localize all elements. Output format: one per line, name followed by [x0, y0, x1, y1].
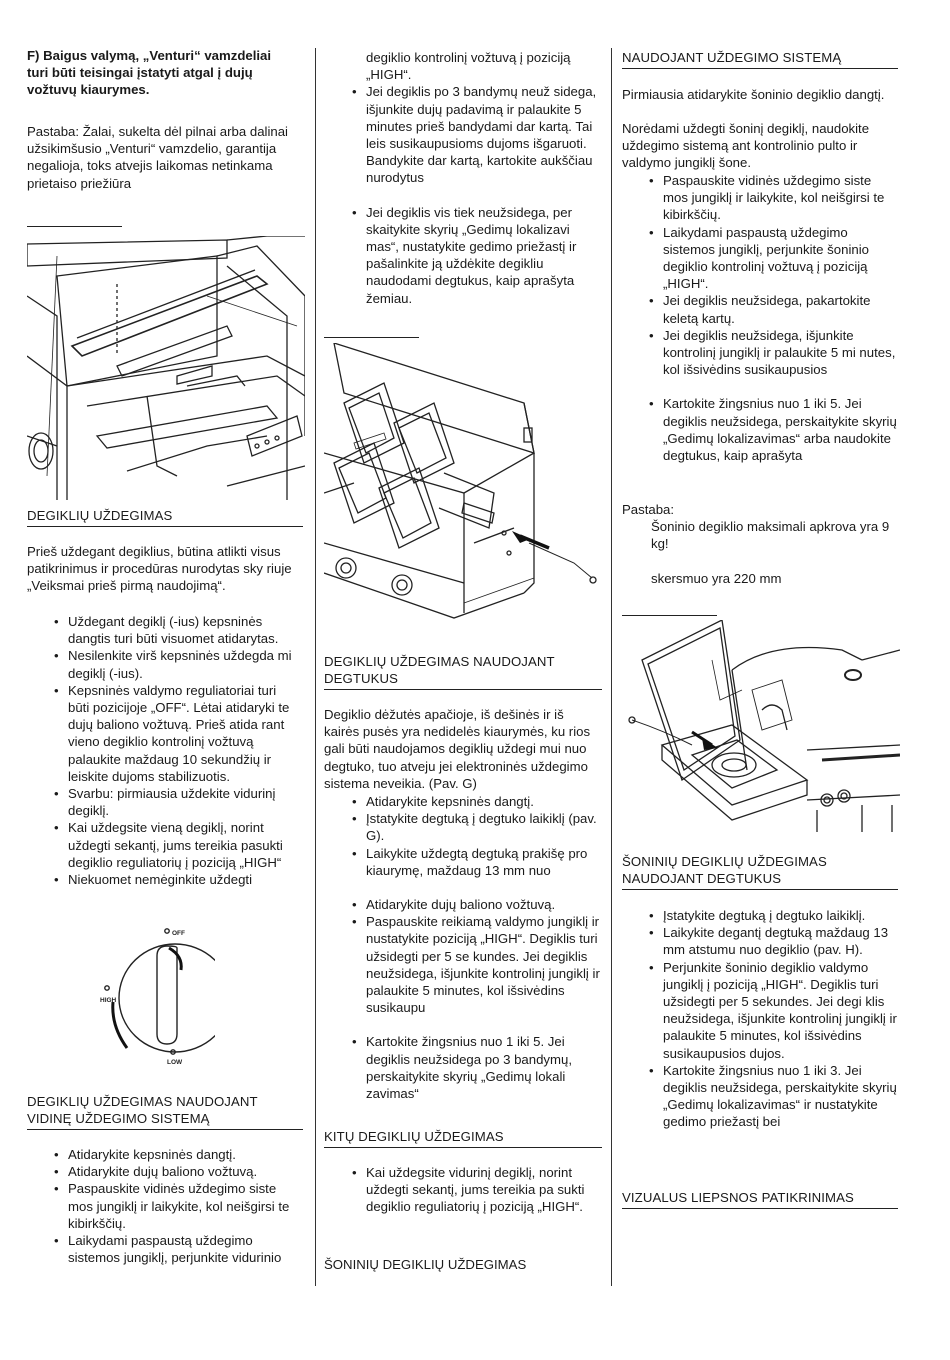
- list-item: • Kartokite žingsnius nuo 1 iki 5. Jei degiklis neužsidega, perskaitykite skyrių „Gedimų lokalizavimas“ arba naudokite degtukus, kaip aprašyta: [649, 395, 899, 464]
- list-item: • Kepsninės valdymo reguliatoriai turi būti pozicijoje „OFF“. Lėtai atidaryki te dujų baliono vožtuvą. Prieš atida rant vieno degiklio kontrolinį vožtuvą palaukite maždaug 10 sekundžių ir leiskite dujoms stabilizuotis.: [54, 682, 300, 785]
- note-label: Pastaba:: [622, 502, 675, 517]
- list-item: • Kai uždegsite vidurinį degiklį, norint uždegti sekantį, jums tereikia pa sukti degiklio reguliatorių į poziciją „HIGH“.: [352, 1164, 602, 1216]
- side-burner-ignition-bullets: [649, 172, 899, 464]
- list-item: • Kartokite žingsnius nuo 1 iki 5. Jei degiklis neužsidega po 3 bandymų, perskaitykite skyrių „Gedimų lokali zavimas“: [352, 1033, 602, 1102]
- control-knob-illustration: [95, 926, 215, 1076]
- column-divider-left: [315, 48, 316, 1286]
- list-item: • Laikydami paspaustą uždegimo sistemos jungiklį, perjunkite šoninio degiklio kontrolinį vožtuvą į poziciją „HIGH“.: [649, 224, 899, 293]
- list-item: • Paspauskite reikiamą valdymo jungiklį ir nustatykite poziciją „HIGH“. Degiklis turi užsidegti per 5 se kundes. Jei degiklis neužsidega, išjunkite kontrolinį jungiklį ir palaukite 5 minutes, kol išsivėdins susikaupu: [352, 913, 602, 1016]
- burner-box-illustration: [324, 343, 602, 623]
- list-item: • Jei degiklis neužsidega, išjunkite kontrolinį jungiklį ir palaukite 5 mi nutes, kol išsivėdins susikaupusios: [649, 327, 899, 379]
- list-item: • Atidarykite dujų baliono vožtuvą.: [352, 896, 602, 913]
- list-item: • Laikykite uždegtą degtuką prakišę pro kiaurymę, maždaug 13 mm nuo: [352, 845, 602, 879]
- side-burner-intro: Pirmiausia atidarykite šoninio degiklio dangtį.: [622, 87, 885, 102]
- section-heading-side-burner-matches: ŠONINIŲ DEGIKLIŲ UŽDEGIMAS NAUDOJANT DEGTUKUS: [622, 853, 898, 890]
- list-item: • Svarbu: pirmiausia uždekite vidurinį degiklį.: [54, 785, 300, 819]
- list-item: • Jei degiklis neužsidega, pakartokite keletą kartų.: [649, 292, 899, 326]
- side-burner-instruction: Norėdami uždegti šoninį degiklį, naudokite uždegimo sistemą ant kontrolinio pulto ir valdymo jungiklį šone.: [622, 121, 870, 171]
- note-max-load: Šoninio degiklio maksimali apkrova yra 9 kg!: [651, 519, 890, 552]
- figure-caption-line: [622, 615, 717, 616]
- ignition-intro: Prieš uždegant degiklius, būtina atlikti visus patikrinimus ir procedūras nurodytas sky riuje „Veiksmai prieš pirmą naudojimą“.: [27, 544, 292, 594]
- figure-caption-line: [324, 337, 419, 338]
- list-item: • Atidarykite kepsninės dangtį.: [54, 1146, 302, 1163]
- knob-high-label: HIGH: [100, 997, 117, 1004]
- venturi-tube-illustration: [27, 236, 305, 500]
- section-heading-flame-check: VIZUALUS LIEPSNOS PATIKRINIMAS: [622, 1189, 898, 1209]
- list-item: degiklio kontrolinį vožtuvą į poziciją „HIGH“.: [366, 50, 571, 83]
- list-item: • Kartokite žingsnius nuo 1 iki 3. Jei degiklis neužsidega, perskaitykite skyrių „Gedimų lokalizavimas“ ir nustatykite gedimo priežastį bei: [649, 1062, 901, 1131]
- other-burners-bullets: [352, 1164, 602, 1216]
- figure-caption-line: [27, 226, 122, 227]
- section-heading-using-ignition: NAUDOJANT UŽDEGIMO SISTEMĄ: [622, 49, 898, 69]
- side-burners-heading: ŠONINIŲ DEGIKLIŲ UŽDEGIMAS: [324, 1257, 527, 1272]
- list-item: • Paspauskite vidinės uždegimo siste mos jungiklį ir laikykite, kol neišgirsi te kibirkščių.: [649, 172, 899, 224]
- venturi-note: Pastaba: Žalai, sukelta dėl pilnai arba dalinai užsikimšusio „Venturi“ vamzdelio, garantija negalioja, toks atvejis laikomas netinkama prietaiso priežiūra: [27, 124, 288, 191]
- side-burner-match-bullets: [649, 907, 901, 1131]
- section-heading-other-burners: KITŲ DEGIKLIŲ UŽDEGIMAS: [324, 1128, 602, 1148]
- continued-ignition-bullets: [352, 49, 602, 307]
- list-item: • Jei degiklis po 3 bandymų neuž sidega, išjunkite dujų padavimą ir palaukite 5 minutes prieš bandydami dar kartą. Tai leis susikaupusioms dujoms išgaruoti. Bandykite dar kartą, kartokite aukščiau nurodytus: [352, 83, 602, 186]
- list-item: • Perjunkite šoninio degiklio valdymo jungiklį į poziciją „HIGH“. Degiklis turi užsidegti per 5 sekundes. Jei degi klis neužsidega, išjunkite kontrolinį jungiklį ir palaukite 5 minutes, kol išsivėdins susikaupusios dujos.: [649, 959, 901, 1062]
- side-burner-illustration: [622, 620, 900, 832]
- list-item: • Laikydami paspaustą uždegimo sistemos jungiklį, perjunkite vidurinio: [54, 1232, 302, 1266]
- match-ignition-bullets: [352, 793, 602, 1102]
- list-item: • Laikykite degantį degtuką maždaug 13 mm atstumu nuo degiklio (pav. H).: [649, 924, 901, 958]
- list-item: • Kai uždegsite vieną degiklį, norint uždegti sekantį, jums tereikia pasukti degiklio reguliatorių į poziciją „HIGH“: [54, 819, 300, 871]
- match-ignition-intro: Degiklio dėžutės apačioje, iš dešinės ir iš kairės pusės yra nedidelės kiaurymės, ku rios gali būti naudojamos degiklių uždegi mui nuo degtuko, tuo atveju jei elektroninės uždegimo sistema neveikia. (Pav. G): [324, 707, 591, 791]
- list-item: • Nesilenkite virš kepsninės uždegda mi degiklį (-ius).: [54, 647, 300, 681]
- list-item: • Įstatykite degtuką į degtuko laikiklį.: [649, 907, 901, 924]
- list-item: • Jei degiklis vis tiek neužsidega, per skaitykite skyrių „Gedimų lokalizavi mas“, nustatykite gedimo priežastį ir pašalinkite ją uždėkite degikliu naudodami degtukus, kaip aprašyta žemiau.: [352, 204, 602, 307]
- list-item: • Paspauskite vidinės uždegimo siste mos jungiklį ir laikykite, kol neišgirsi te kibirkščių.: [54, 1180, 302, 1232]
- ignition-bullets: [54, 613, 300, 888]
- list-item: • Niekuomet nemėginkite uždegti: [54, 871, 300, 888]
- list-item: • Atidarykite dujų baliono vožtuvą.: [54, 1163, 302, 1180]
- knob-off-label: OFF: [172, 930, 185, 937]
- internal-ignition-bullets: [54, 1146, 302, 1266]
- section-heading-match-ignition: DEGIKLIŲ UŽDEGIMAS NAUDOJANT DEGTUKUS: [324, 653, 602, 690]
- column-divider-right: [611, 48, 612, 1286]
- note-diameter: skersmuo yra 220 mm: [651, 571, 782, 586]
- section-heading-internal-ignition: DEGIKLIŲ UŽDEGIMAS NAUDOJANT VIDINĘ UŽDEGIMO SISTEMĄ: [27, 1093, 303, 1130]
- list-item: • Uždegant degiklį (-ius) kepsninės dangtis turi būti visuomet atidarytas.: [54, 613, 300, 647]
- list-item: • Įstatykite degtuką į degtuko laikiklį (pav. G).: [352, 810, 602, 844]
- venturi-intro: F) Baigus valymą, „Venturi“ vamzdeliai turi būti teisingai įstatyti atgal į dujų vožtuvų kiaurymes.: [27, 48, 272, 98]
- section-heading-burner-ignition: DEGIKLIŲ UŽDEGIMAS: [27, 507, 303, 527]
- list-item: • Atidarykite kepsninės dangtį.: [352, 793, 602, 810]
- knob-low-label: LOW: [167, 1059, 183, 1066]
